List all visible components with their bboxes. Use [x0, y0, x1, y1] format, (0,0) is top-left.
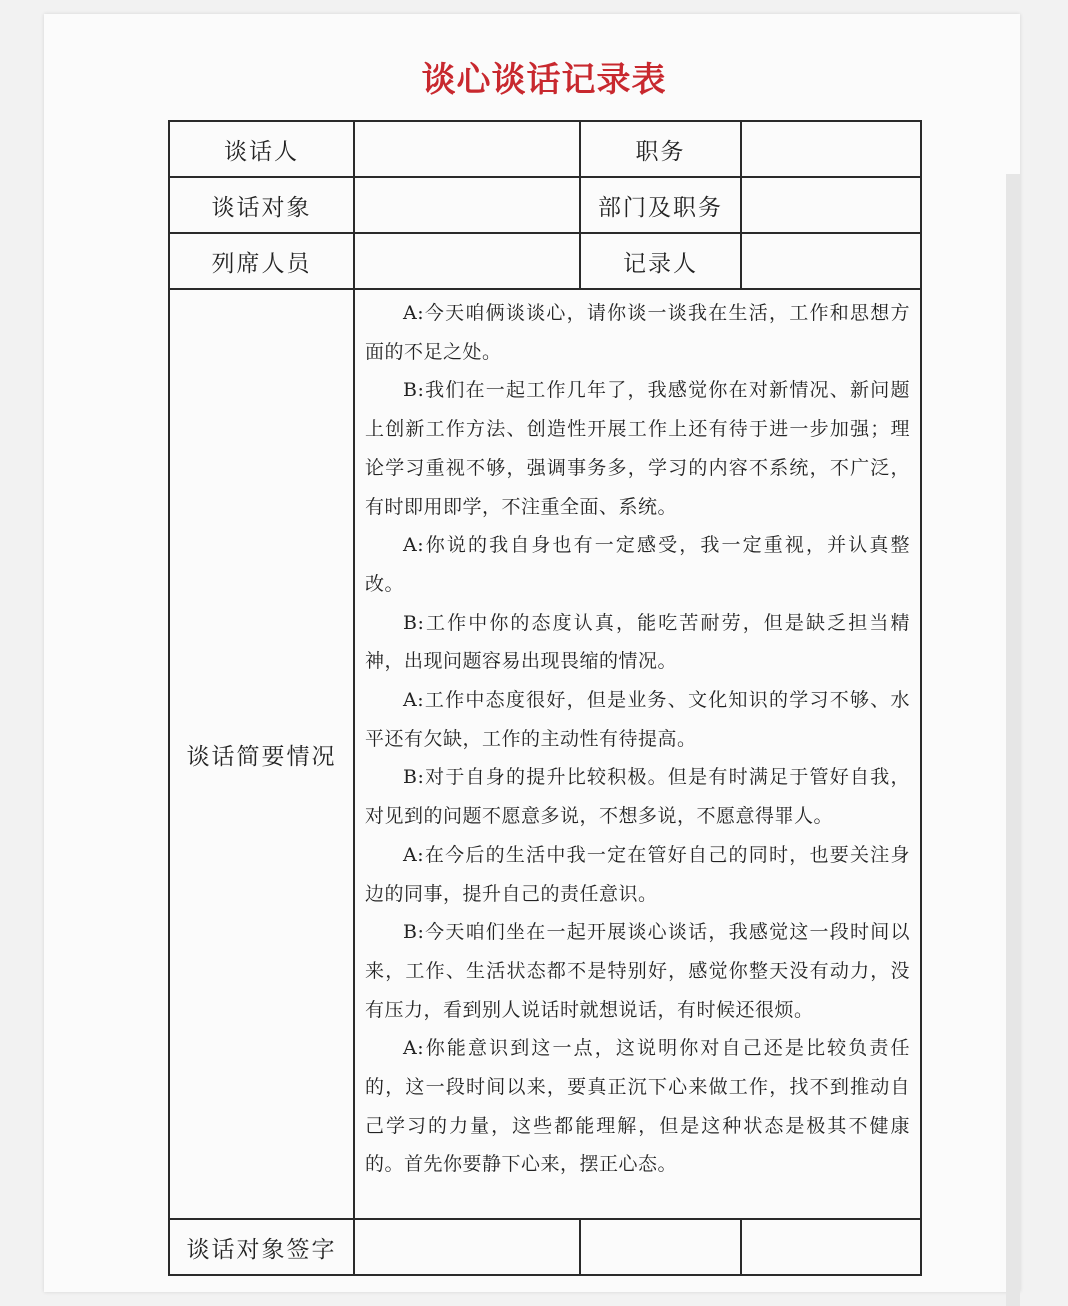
dialogue-paragraph: A:工作中态度很好，但是业务、文化知识的学习不够、水平还有欠缺，工作的主动性有待提高。	[365, 689, 910, 750]
dialogue-paragraph: B:我们在一起工作几年了，我感觉你在对新情况、新问题上创新工作方法、创造性开展工作上还有待于进一步加强；理论学习重视不够，强调事务多，学习的内容不系统，不广泛，有时即用即学，不注重全面、系统。	[365, 379, 910, 518]
page-edge	[1006, 174, 1020, 1306]
label-subject-signature: 谈话对象签字	[169, 1219, 354, 1275]
field-position[interactable]	[741, 121, 921, 177]
label-position: 职务	[580, 121, 741, 177]
summary-content[interactable]	[354, 289, 921, 1219]
field-attendees[interactable]	[354, 233, 580, 289]
dialogue-paragraph: B:今天咱们坐在一起开展谈心谈话，我感觉这一段时间以来，工作、生活状态都不是特别好，感觉你整天没有动力，没有压力，看到别人说话时就想说话，有时候还很烦。	[365, 921, 910, 1021]
row-summary	[169, 289, 921, 1219]
row-subject	[169, 177, 921, 233]
label-attendees: 列席人员	[169, 233, 354, 289]
field-recorder[interactable]	[741, 233, 921, 289]
row-attendees	[169, 233, 921, 289]
label-recorder: 记录人	[580, 233, 741, 289]
field-dept-position[interactable]	[741, 177, 921, 233]
row-signature	[169, 1219, 921, 1275]
dialogue-paragraph: B:对于自身的提升比较积极。但是有时满足于管好自我，对见到的问题不愿意多说，不想多说，不愿意得罪人。	[365, 766, 910, 828]
field-signature[interactable]	[354, 1219, 580, 1275]
dialogue-paragraph: A:今天咱俩谈谈心，请你谈一谈我在生活，工作和思想方面的不足之处。	[365, 302, 910, 363]
dialogue-paragraph: B:工作中你的态度认真，能吃苦耐劳，但是缺乏担当精神，出现问题容易出现畏缩的情况。	[365, 611, 910, 673]
label-subject: 谈话对象	[169, 177, 354, 233]
dialogue-paragraph: A:你能意识到这一点，这说明你对自己还是比较负责任的，这一段时间以来，要真正沉下心来做工作，找不到推动自己学习的力量，这些都能理解，但是这种状态是极其不健康的。首先你要静下心来，摆正心态。	[365, 1037, 910, 1176]
field-signature-extra-2[interactable]	[741, 1219, 921, 1275]
label-summary: 谈话简要情况	[169, 289, 354, 1219]
record-table	[168, 120, 922, 1276]
field-talker[interactable]	[354, 121, 580, 177]
form-title: 谈心谈话记录表	[421, 60, 667, 100]
dialogue-paragraph: A:你说的我自身也有一定感受，我一定重视，并认真整改。	[365, 534, 910, 595]
row-talker	[169, 121, 921, 177]
label-dept-position: 部门及职务	[580, 177, 741, 233]
field-subject[interactable]	[354, 177, 580, 233]
dialogue-paragraph: A:在今后的生活中我一定在管好自己的同时，也要关注身边的同事，提升自己的责任意识。	[365, 843, 910, 905]
field-signature-extra-1[interactable]	[580, 1219, 741, 1275]
label-talker: 谈话人	[169, 121, 354, 177]
